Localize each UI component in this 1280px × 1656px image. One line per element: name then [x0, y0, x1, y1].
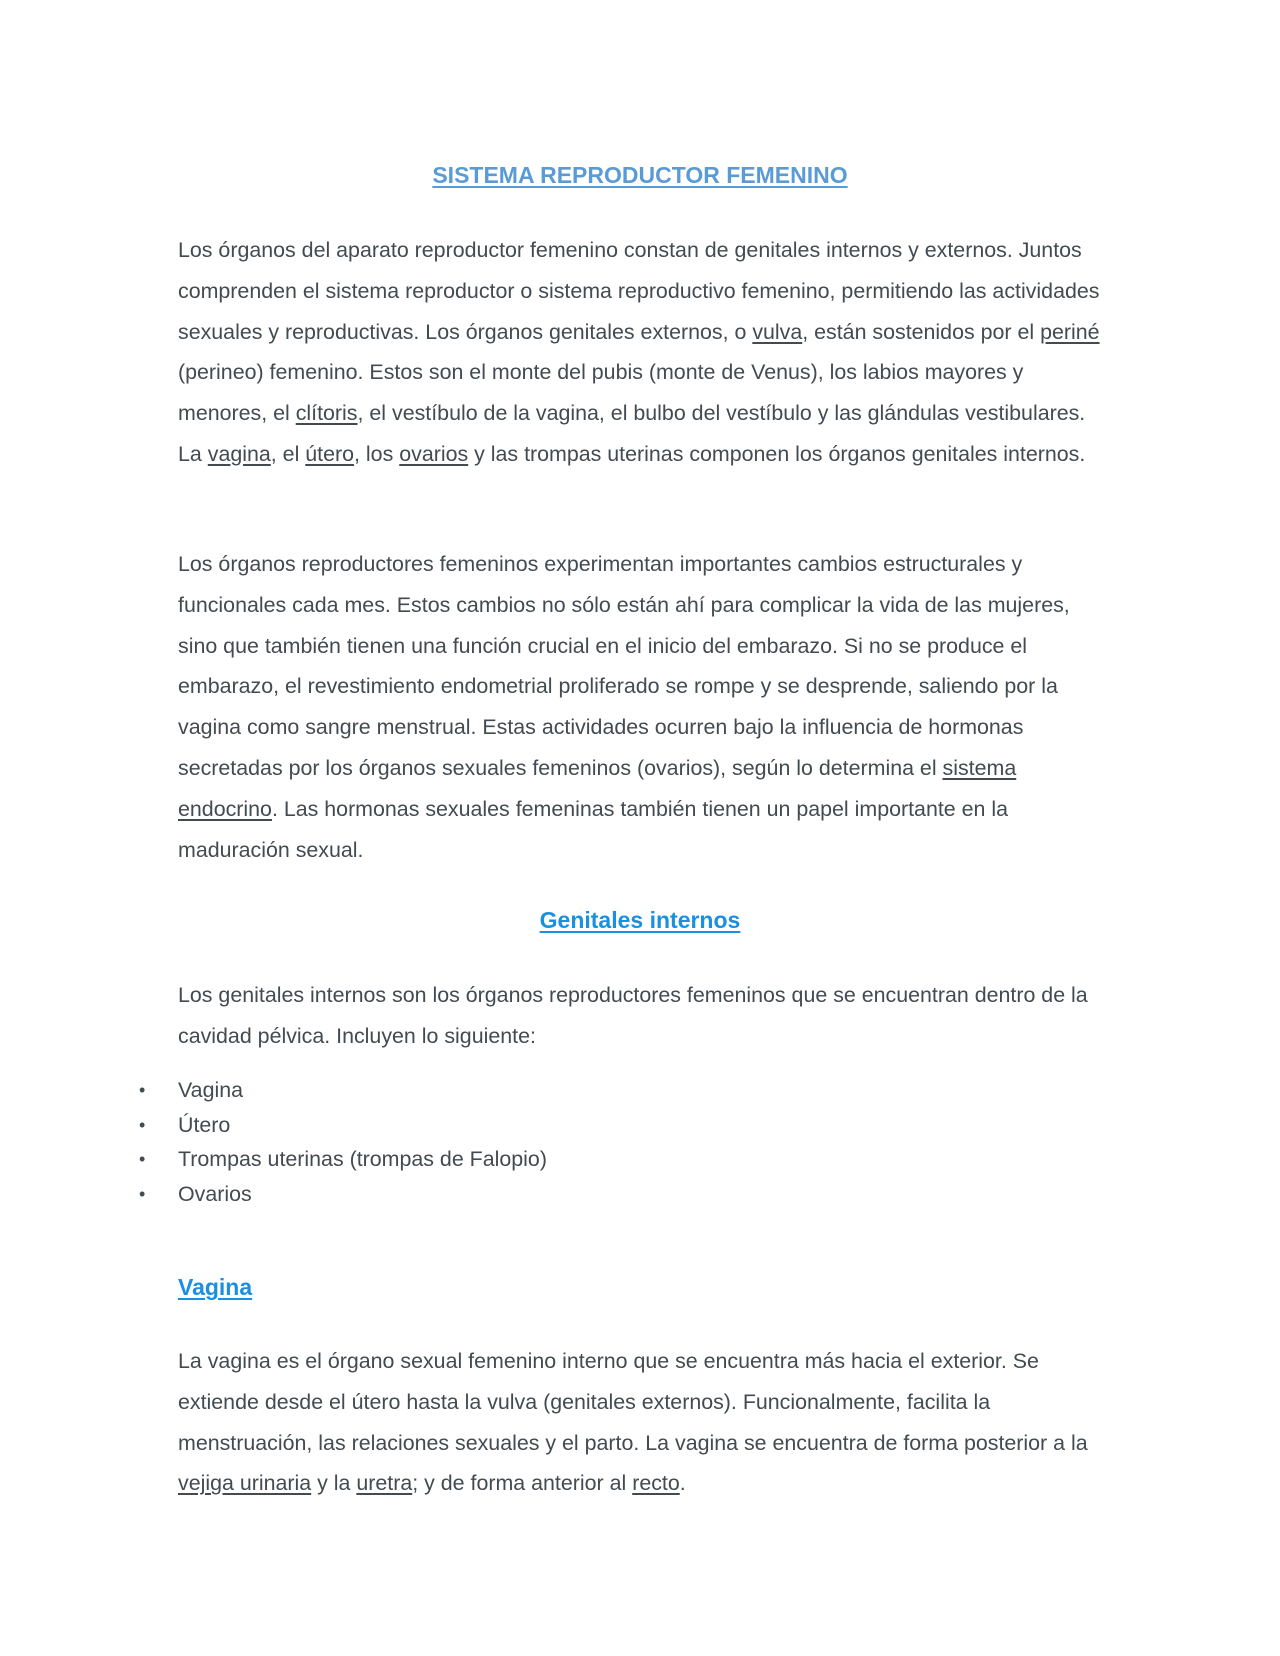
text-run: y las trompas uterinas componen los órganos genitales internos. — [468, 441, 1086, 466]
link-perine[interactable]: periné — [1040, 319, 1100, 344]
text-run: , están sostenidos por el — [802, 319, 1041, 344]
paragraph-intro — [178, 230, 1108, 475]
link-uretra[interactable]: uretra — [356, 1471, 413, 1496]
paragraph-cambios — [178, 544, 1108, 870]
link-clitoris[interactable]: clítoris — [295, 401, 358, 426]
link-vulva[interactable]: vulva — [752, 319, 803, 344]
paragraph-genitales-intro: Los genitales internos son los órganos reproductores femeninos que se encuentran dentro de la cavidad pélvica. Incluyen lo siguiente: — [178, 983, 1088, 1048]
list-item-label: Trompas uterinas (trompas de Falopio) — [178, 1147, 547, 1171]
heading-genitales-internos: Genitales internos — [539, 907, 741, 933]
text-run: , el vestíbulo de la vagina, el bulbo del vestíbulo y las glándulas vestibulares. La — [178, 401, 1086, 466]
text-run: , el — [270, 441, 306, 466]
text-run: . Las hormonas sexuales femeninas también tienen un papel importante en la maduración sexual. — [178, 796, 1009, 862]
list-item-label: Ovarios — [178, 1181, 252, 1206]
text-run: , los — [354, 441, 400, 466]
text-run: La vagina es el órgano sexual femenino interno que se encuentra más hacia el exterior. Se extiende desde el útero hasta la vulva (genitales externos). Funcionalmente, facilita la menstruación, las relaciones sexuales y el parto. La vagina se encuentra de forma posterior a la — [178, 1349, 1088, 1455]
text-run: . — [679, 1471, 686, 1496]
list-item-label: Útero — [178, 1112, 231, 1137]
text-run: (perineo) femenino. Estos son el monte del pubis (monte de Venus), los labios mayores y menores, el — [178, 360, 1024, 426]
text-run: Los órganos del aparato reproductor femenino constan de genitales internos y externos. Juntos comprenden el sistema reproductor o sistema reproductivo femenino, permitiendo las actividades sexuales y reproductivas. Los órganos genitales externos, o — [178, 238, 1100, 344]
text-run: Los órganos reproductores femeninos experimentan importantes cambios estructurales y funcionales cada mes. Estos cambios no sólo están ahí para complicar la vida de las mujeres, sino que también tienen una función crucial en el inicio del embarazo. Si no se produce el embarazo, el revestimiento endometrial proliferado se rompe y se desprende, saliendo por la vagina como sangre menstrual. Estas actividades ocurren bajo la influencia de hormonas secretadas por los órganos sexuales femeninos (ovarios), según lo determina el — [178, 552, 1070, 780]
link-recto[interactable]: recto — [632, 1471, 680, 1496]
link-ovarios[interactable]: ovarios — [399, 441, 469, 466]
bullet-icon: • — [139, 1080, 146, 1100]
link-vagina[interactable]: vagina — [207, 441, 271, 466]
document-title: SISTEMA REPRODUCTOR FEMENINO — [432, 162, 848, 188]
list-item-label: Vagina — [178, 1078, 244, 1102]
link-vejiga-urinaria[interactable]: vejiga urinaria — [178, 1471, 312, 1496]
bullet-icon: • — [139, 1183, 146, 1204]
text-run: ; y de forma anterior al — [412, 1471, 633, 1496]
paragraph-vagina — [178, 1341, 1108, 1504]
link-sistema-endocrino[interactable]: sistema endocrino — [178, 755, 1017, 821]
bullet-icon: • — [139, 1114, 146, 1135]
text-run: y la — [311, 1471, 357, 1496]
link-utero[interactable]: útero — [305, 441, 355, 466]
bullet-icon: • — [139, 1149, 146, 1169]
heading-vagina: Vagina — [178, 1274, 253, 1300]
